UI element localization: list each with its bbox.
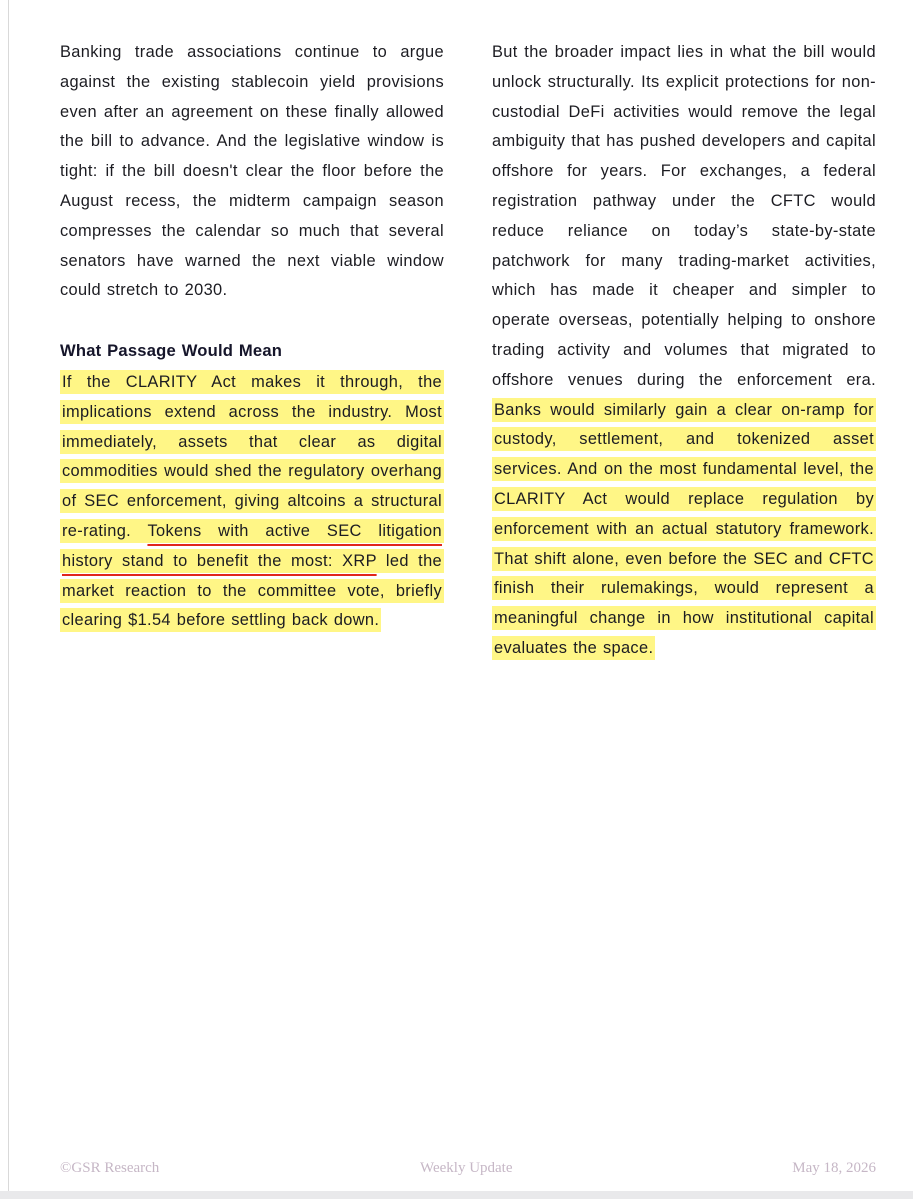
paragraph-legislative-window: Banking trade associations continue to argue against the existing stablecoin yield provisions even after an agreement on these finally allowed the bill to advance. And the legislative window is tight: if the bill doesn't clear the floor before the August recess, the midterm campaign season compresses the calendar so much that several senators have warned the next viable window could stretch to 2030.	[60, 43, 444, 300]
passage-text-1: If the CLARITY Act makes it through, the implications extend across the industry. Most immediately, assets that clear as digital commodities would shed the regulatory overhang of SEC enforcement, giving altcoins a structural re-rating.	[62, 372, 442, 540]
highlighted-passage-right: Banks would similarly gain a clear on-ramp for custody, settlement, and tokenized asset services. And on the most fundamental level, the CLARITY Act would replace regulation by enforcement with an actual statutory framework. That shift alone, even before the SEC and CFTC finish their rulemakings, would represent a meaningful change in how institutional capital evaluates the space.	[494, 400, 874, 657]
paragraph-passage-implications	[60, 368, 444, 636]
footer-publication: Weekly Update	[420, 1160, 513, 1176]
structural-text: But the broader impact lies in what the bill would unlock structurally. Its explicit protections for non-custodial DeFi activities would remove the legal ambiguity that has pushed developers and capital offshore for years. For exchanges, a federal registration pathway under the CFTC would reduce reliance on today’s state-by-state patchwork for many trading-market activities, which has made it cheaper and simpler to operate overseas, potentially helping to onshore trading activity and volumes that migrated to offshore venues during the enforcement era.	[492, 43, 876, 389]
section-heading: What Passage Would Mean	[60, 341, 283, 361]
highlighted-passage	[60, 373, 444, 629]
underlined-passage: Tokens with active SEC litigation history stand to benefit the most: XRP	[62, 521, 442, 570]
paragraph-structural-impact	[492, 38, 876, 664]
right-column	[492, 38, 876, 664]
footer-date: May 18, 2026	[792, 1160, 876, 1176]
passage-text-2: led the market reaction to the committee vote, briefly clearing $1.54 before settling back down.	[62, 551, 442, 630]
page-footer	[60, 1160, 876, 1182]
left-column	[60, 38, 444, 636]
document-page	[8, 0, 913, 1191]
page-bottom-edge	[0, 1191, 913, 1199]
footer-publisher: ©GSR Research	[60, 1160, 160, 1176]
